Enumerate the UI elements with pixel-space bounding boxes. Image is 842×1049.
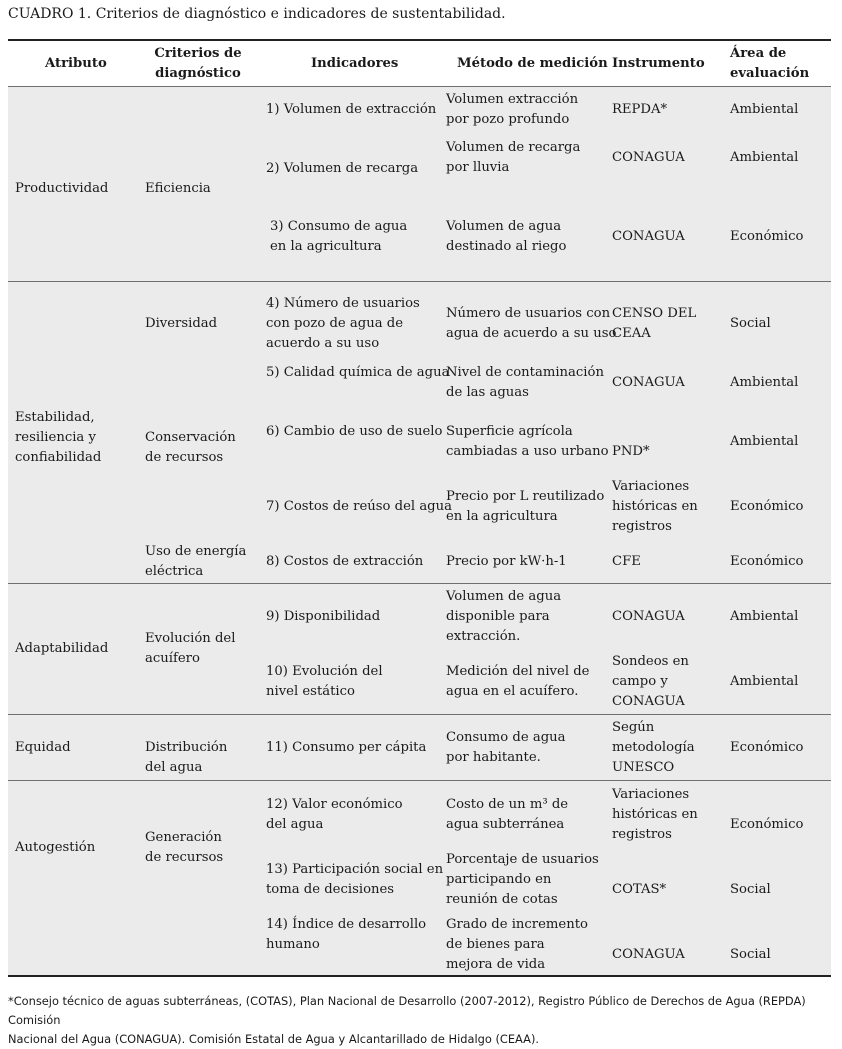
- crit-distribucion: Distribución del agua: [145, 740, 228, 775]
- met-6: Superficie agrícola cambiadas a uso urbano: [446, 424, 609, 459]
- area-11: Económico: [730, 740, 804, 755]
- table-caption: CUADRO 1. Criterios de diagnóstico e indicadores de sustentabilidad.: [8, 6, 506, 22]
- ind-9: 9) Disponibilidad: [266, 609, 381, 624]
- header-area: Área de evaluación: [730, 46, 810, 81]
- crit-evolucion: Evolución del acuífero: [145, 631, 236, 666]
- header-criterios: Criterios de diagnóstico: [154, 46, 242, 81]
- area-6: Ambiental: [730, 434, 799, 449]
- ind-14: 14) Índice de desarrollo humano: [266, 917, 427, 952]
- attr-adaptabilidad: Adaptabilidad: [15, 641, 109, 656]
- ind-1: 1) Volumen de extracción: [266, 102, 437, 117]
- met-13: Porcentaje de usuarios participando en reunión de cotas: [446, 852, 599, 907]
- area-1: Ambiental: [730, 102, 799, 117]
- met-7: Precio por L reutilizado en la agricultura: [446, 489, 605, 524]
- inst-4: CENSO DEL CEAA: [612, 306, 697, 341]
- ind-2: 2) Volumen de recarga: [266, 161, 419, 176]
- attr-autogestion: Autogestión: [15, 840, 96, 855]
- inst-3: CONAGUA: [612, 229, 685, 244]
- met-14: Grado de incremento de bienes para mejora de vida: [446, 917, 588, 972]
- inst-9: CONAGUA: [612, 609, 685, 624]
- area-10: Ambiental: [730, 674, 799, 689]
- attr-productividad: Productividad: [15, 181, 109, 196]
- table-bottom-rule: [8, 975, 831, 977]
- inst-14: CONAGUA: [612, 947, 685, 962]
- ind-4: 4) Número de usuarios con pozo de agua de acuerdo a su uso: [266, 296, 420, 351]
- header-instrumento: Instrumento: [612, 56, 705, 71]
- table-header: [8, 41, 831, 87]
- met-11: Consumo de agua por habitante.: [446, 730, 566, 765]
- area-14: Social: [730, 947, 771, 962]
- crit-generacion: Generación de recursos: [145, 830, 224, 865]
- area-9: Ambiental: [730, 609, 799, 624]
- met-12: Costo de un m³ de agua subterránea: [446, 797, 569, 832]
- met-9: Volumen de agua disponible para extracción.: [446, 589, 562, 644]
- ind-12: 12) Valor económico del agua: [266, 797, 403, 832]
- header-atributo: Atributo: [45, 56, 107, 71]
- met-4: Número de usuarios con agua de acuerdo a su uso: [446, 306, 617, 341]
- area-13: Social: [730, 882, 771, 897]
- ind-7: 7) Costos de reúso del agua: [266, 499, 452, 514]
- group-adaptabilidad: [8, 583, 831, 714]
- header-indicadores: Indicadores: [311, 56, 399, 71]
- attr-estabilidad: Estabilidad, resiliencia y confiabilidad: [15, 410, 102, 465]
- met-1: Volumen extracción por pozo profundo: [446, 92, 579, 127]
- inst-13: COTAS*: [612, 882, 667, 897]
- inst-1: REPDA*: [612, 102, 668, 117]
- crit-energia: Uso de energía eléctrica: [145, 544, 247, 579]
- ind-6: 6) Cambio de uso de suelo: [266, 424, 443, 439]
- met-8: Precio por kW·h-1: [446, 554, 567, 569]
- inst-11: Según metodología UNESCO: [612, 720, 695, 775]
- inst-8: CFE: [612, 554, 641, 569]
- ind-13: 13) Participación social en toma de decisiones: [266, 862, 444, 897]
- area-8: Económico: [730, 554, 804, 569]
- inst-2: CONAGUA: [612, 150, 685, 165]
- ind-10: 10) Evolución del nivel estático: [266, 664, 383, 699]
- ind-3: 3) Consumo de agua en la agricultura: [270, 219, 408, 254]
- inst-7: Variaciones históricas en registros: [612, 479, 698, 534]
- crit-diversidad: Diversidad: [145, 316, 218, 331]
- area-7: Económico: [730, 499, 804, 514]
- met-3: Volumen de agua destinado al riego: [446, 219, 567, 254]
- area-3: Económico: [730, 229, 804, 244]
- inst-12: Variaciones históricas en registros: [612, 787, 698, 842]
- crit-conservacion: Conservación de recursos: [145, 430, 236, 465]
- inst-10: Sondeos en campo y CONAGUA: [612, 654, 689, 709]
- ind-11: 11) Consumo per cápita: [266, 740, 427, 755]
- met-10: Medición del nivel de agua en el acuífero.: [446, 664, 590, 699]
- crit-eficiencia: Eficiencia: [145, 181, 211, 196]
- footnote: *Consejo técnico de aguas subterráneas, (COTAS), Plan Nacional de Desarrollo (2007-2012), Registro Público de Derechos de Agua (REPDA) Comisión Nacional del Agua (CONAGUA). Comisión Estatal de Agua y Alcantarillado de Hidalgo (CEAA).: [8, 994, 806, 1046]
- inst-6: PND*: [612, 444, 650, 459]
- attr-equidad: Equidad: [15, 740, 71, 755]
- ind-5: 5) Calidad química de agua: [266, 365, 450, 380]
- header-metodo: Método de medición: [457, 56, 608, 71]
- inst-5: CONAGUA: [612, 375, 685, 390]
- area-4: Social: [730, 316, 771, 331]
- area-2: Ambiental: [730, 150, 799, 165]
- met-5: Nivel de contaminación de las aguas: [446, 365, 604, 400]
- ind-8: 8) Costos de extracción: [266, 554, 424, 569]
- area-5: Ambiental: [730, 375, 799, 390]
- met-2: Volumen de recarga por lluvia: [446, 140, 581, 175]
- criteria-table: [8, 39, 831, 978]
- area-12: Económico: [730, 817, 804, 832]
